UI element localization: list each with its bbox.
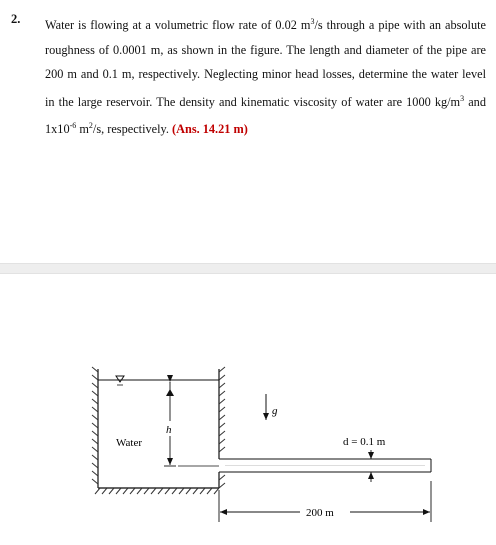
page-separator	[0, 263, 496, 274]
statement-part-5: /s, respectively.	[92, 122, 173, 137]
diameter-label: d = 0.1 m	[343, 436, 386, 448]
superscript-1: 3	[310, 17, 315, 26]
length-label: 200 m	[306, 507, 334, 519]
statement-part-4: m	[76, 122, 89, 137]
reservoir-bottom-wall	[95, 488, 219, 494]
statement-part-1: Water is flowing at a volumetric flow rate of 0.02 m	[45, 18, 311, 33]
water-label: Water	[116, 437, 142, 449]
problem-statement	[45, 10, 486, 142]
superscript-2: 3	[460, 93, 465, 103]
reservoir-left-wall	[92, 367, 98, 488]
free-surface-symbol	[116, 376, 124, 382]
answer: (Ans. 14.21 m)	[172, 122, 248, 137]
reservoir-right-wall	[219, 367, 225, 488]
statement-part-3: and 1x10	[45, 94, 486, 137]
superscript-3: -6	[69, 121, 77, 131]
pipe-reservoir-figure	[0, 276, 496, 540]
statement-part-2: /s through a pipe with an absolute roughness of 0.0001 m, as shown in the figure. The length and diameter of the pipe are 200 m and 0.1 m, respectively. Neglecting minor head losses, determine the water level in the large reservoir. The density and kinematic viscosity of water are 1000 kg/m	[45, 18, 486, 109]
figure-svg	[0, 276, 496, 540]
problem-number: 2.	[11, 12, 21, 26]
superscript-4: 2	[88, 121, 93, 131]
gravity-label: g	[272, 405, 278, 417]
head-label: h	[166, 424, 172, 436]
problem-block	[0, 0, 496, 262]
